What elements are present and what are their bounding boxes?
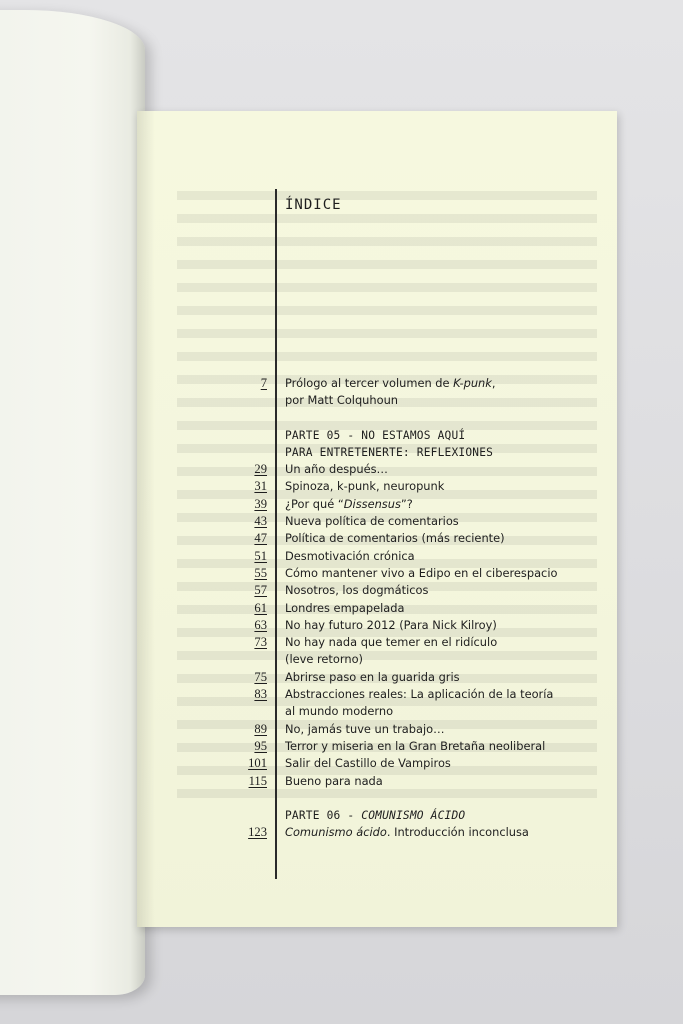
entry-italic-text: Dissensus	[343, 496, 401, 511]
entry-title	[285, 824, 529, 841]
entry-text: PARTE 05 - NO ESTAMOS AQUÍ	[285, 428, 466, 442]
toc-entry	[137, 600, 617, 617]
toc-entry	[137, 669, 617, 686]
entry-text: Abstracciones reales: La aplicación de la teoría	[285, 687, 554, 702]
toc-entry	[137, 773, 617, 790]
entry-text: al mundo moderno	[285, 704, 394, 719]
entry-title	[285, 375, 496, 392]
page-number: 7	[260, 376, 267, 390]
page-number: 115	[248, 773, 267, 788]
page-number: 31	[254, 479, 267, 494]
part-heading	[137, 444, 617, 461]
entry-title	[285, 634, 497, 651]
entry-text-suffix: ”?	[400, 496, 413, 511]
page-number: 101	[248, 756, 267, 771]
page-number: 123	[248, 825, 267, 840]
entry-text: por Matt Colquhoun	[285, 393, 399, 408]
entry-title	[285, 617, 497, 634]
entry-text: Política de comentarios (más reciente)	[285, 531, 505, 546]
toc-entry	[137, 755, 617, 772]
entry-text-suffix: ,	[491, 376, 496, 390]
entry-title	[285, 513, 459, 530]
toc-entry	[137, 617, 617, 634]
toc-entry	[137, 513, 617, 530]
page-number: 95	[254, 738, 267, 753]
entry-title	[285, 773, 383, 790]
entry-text: PARA ENTRETENERTE: REFLEXIONES	[285, 445, 494, 459]
entry-text: Prólogo al tercer volumen de	[285, 376, 454, 390]
toc-entry	[137, 721, 617, 738]
entry-title	[285, 669, 460, 686]
part-heading	[137, 427, 617, 444]
entry-title	[285, 755, 451, 772]
entry-text: Bueno para nada	[285, 773, 383, 788]
toc-entry	[137, 392, 617, 409]
entry-title	[285, 496, 413, 513]
toc-entry	[137, 703, 617, 720]
table-of-contents	[137, 375, 617, 841]
entry-text: Desmotivación crónica	[285, 548, 415, 563]
toc-entry	[137, 496, 617, 513]
entry-italic-text: K-punk	[453, 376, 492, 390]
entry-title	[285, 738, 545, 755]
page-number: 51	[254, 548, 267, 563]
entry-text: No hay futuro 2012 (Para Nick Kilroy)	[285, 617, 497, 632]
index-page	[137, 111, 617, 927]
part-heading	[137, 807, 617, 824]
entry-title	[285, 548, 415, 565]
entry-text: Londres empapelada	[285, 600, 405, 615]
entry-title	[285, 600, 404, 617]
entry-text: Salir del Castillo de Vampiros	[285, 756, 451, 771]
entry-text: No, jamás tuve un trabajo…	[285, 721, 445, 736]
toc-entry	[137, 686, 617, 703]
toc-entry	[137, 375, 617, 392]
entry-italic-text: COMUNISMO ÁCIDO	[361, 808, 466, 822]
left-page-show-through	[0, 410, 140, 930]
page-number: 83	[254, 687, 267, 702]
entry-title	[285, 461, 388, 478]
entry-title	[285, 721, 445, 738]
left-page	[0, 10, 145, 995]
page-title: ÍNDICE	[285, 197, 342, 213]
entry-text: ¿Por qué “	[285, 496, 344, 511]
entry-title	[285, 703, 393, 720]
toc-entry	[137, 565, 617, 582]
entry-text: PARTE 06 -	[285, 808, 362, 822]
entry-title	[285, 444, 493, 461]
entry-title	[285, 478, 444, 495]
section-gap	[137, 790, 617, 807]
page-number: 47	[254, 531, 267, 546]
entry-text: Un año después…	[285, 462, 388, 477]
entry-title	[285, 651, 363, 668]
page-number: 29	[254, 462, 267, 477]
entry-text: Cómo mantener vivo a Edipo en el ciberespacio	[285, 565, 558, 580]
page-number: 75	[254, 669, 267, 684]
toc-entry	[137, 478, 617, 495]
entry-text: Nosotros, los dogmáticos	[285, 583, 429, 598]
page-number: 57	[254, 583, 267, 598]
entry-title	[285, 807, 465, 824]
toc-entry	[137, 824, 617, 841]
page-number: 73	[254, 635, 267, 650]
entry-title	[285, 392, 398, 409]
entry-italic-text: Comunismo ácido	[285, 825, 387, 840]
section-gap	[137, 410, 617, 427]
toc-entry	[137, 530, 617, 547]
entry-text: (leve retorno)	[285, 652, 363, 667]
page-number: 43	[254, 514, 267, 529]
toc-entry	[137, 651, 617, 668]
entry-title	[285, 686, 553, 703]
toc-entry	[137, 582, 617, 599]
page-number: 63	[254, 617, 267, 632]
toc-entry	[137, 634, 617, 651]
entry-text: Spinoza, k-punk, neuropunk	[285, 479, 445, 494]
entry-title	[285, 582, 428, 599]
toc-entry	[137, 548, 617, 565]
entry-title	[285, 427, 465, 444]
entry-title	[285, 565, 557, 582]
entry-text: Nueva política de comentarios	[285, 514, 459, 529]
page-number: 55	[254, 565, 267, 580]
entry-title	[285, 530, 505, 547]
entry-text-suffix: . Introducción inconclusa	[386, 825, 529, 840]
toc-entry	[137, 461, 617, 478]
entry-text: No hay nada que temer en el ridículo	[285, 635, 498, 650]
page-number: 39	[254, 496, 267, 511]
page-number: 61	[254, 600, 267, 615]
entry-text: Terror y miseria en la Gran Bretaña neoliberal	[285, 738, 546, 753]
toc-entry	[137, 738, 617, 755]
page-number: 89	[254, 721, 267, 736]
entry-text: Abrirse paso en la guarida gris	[285, 669, 460, 684]
